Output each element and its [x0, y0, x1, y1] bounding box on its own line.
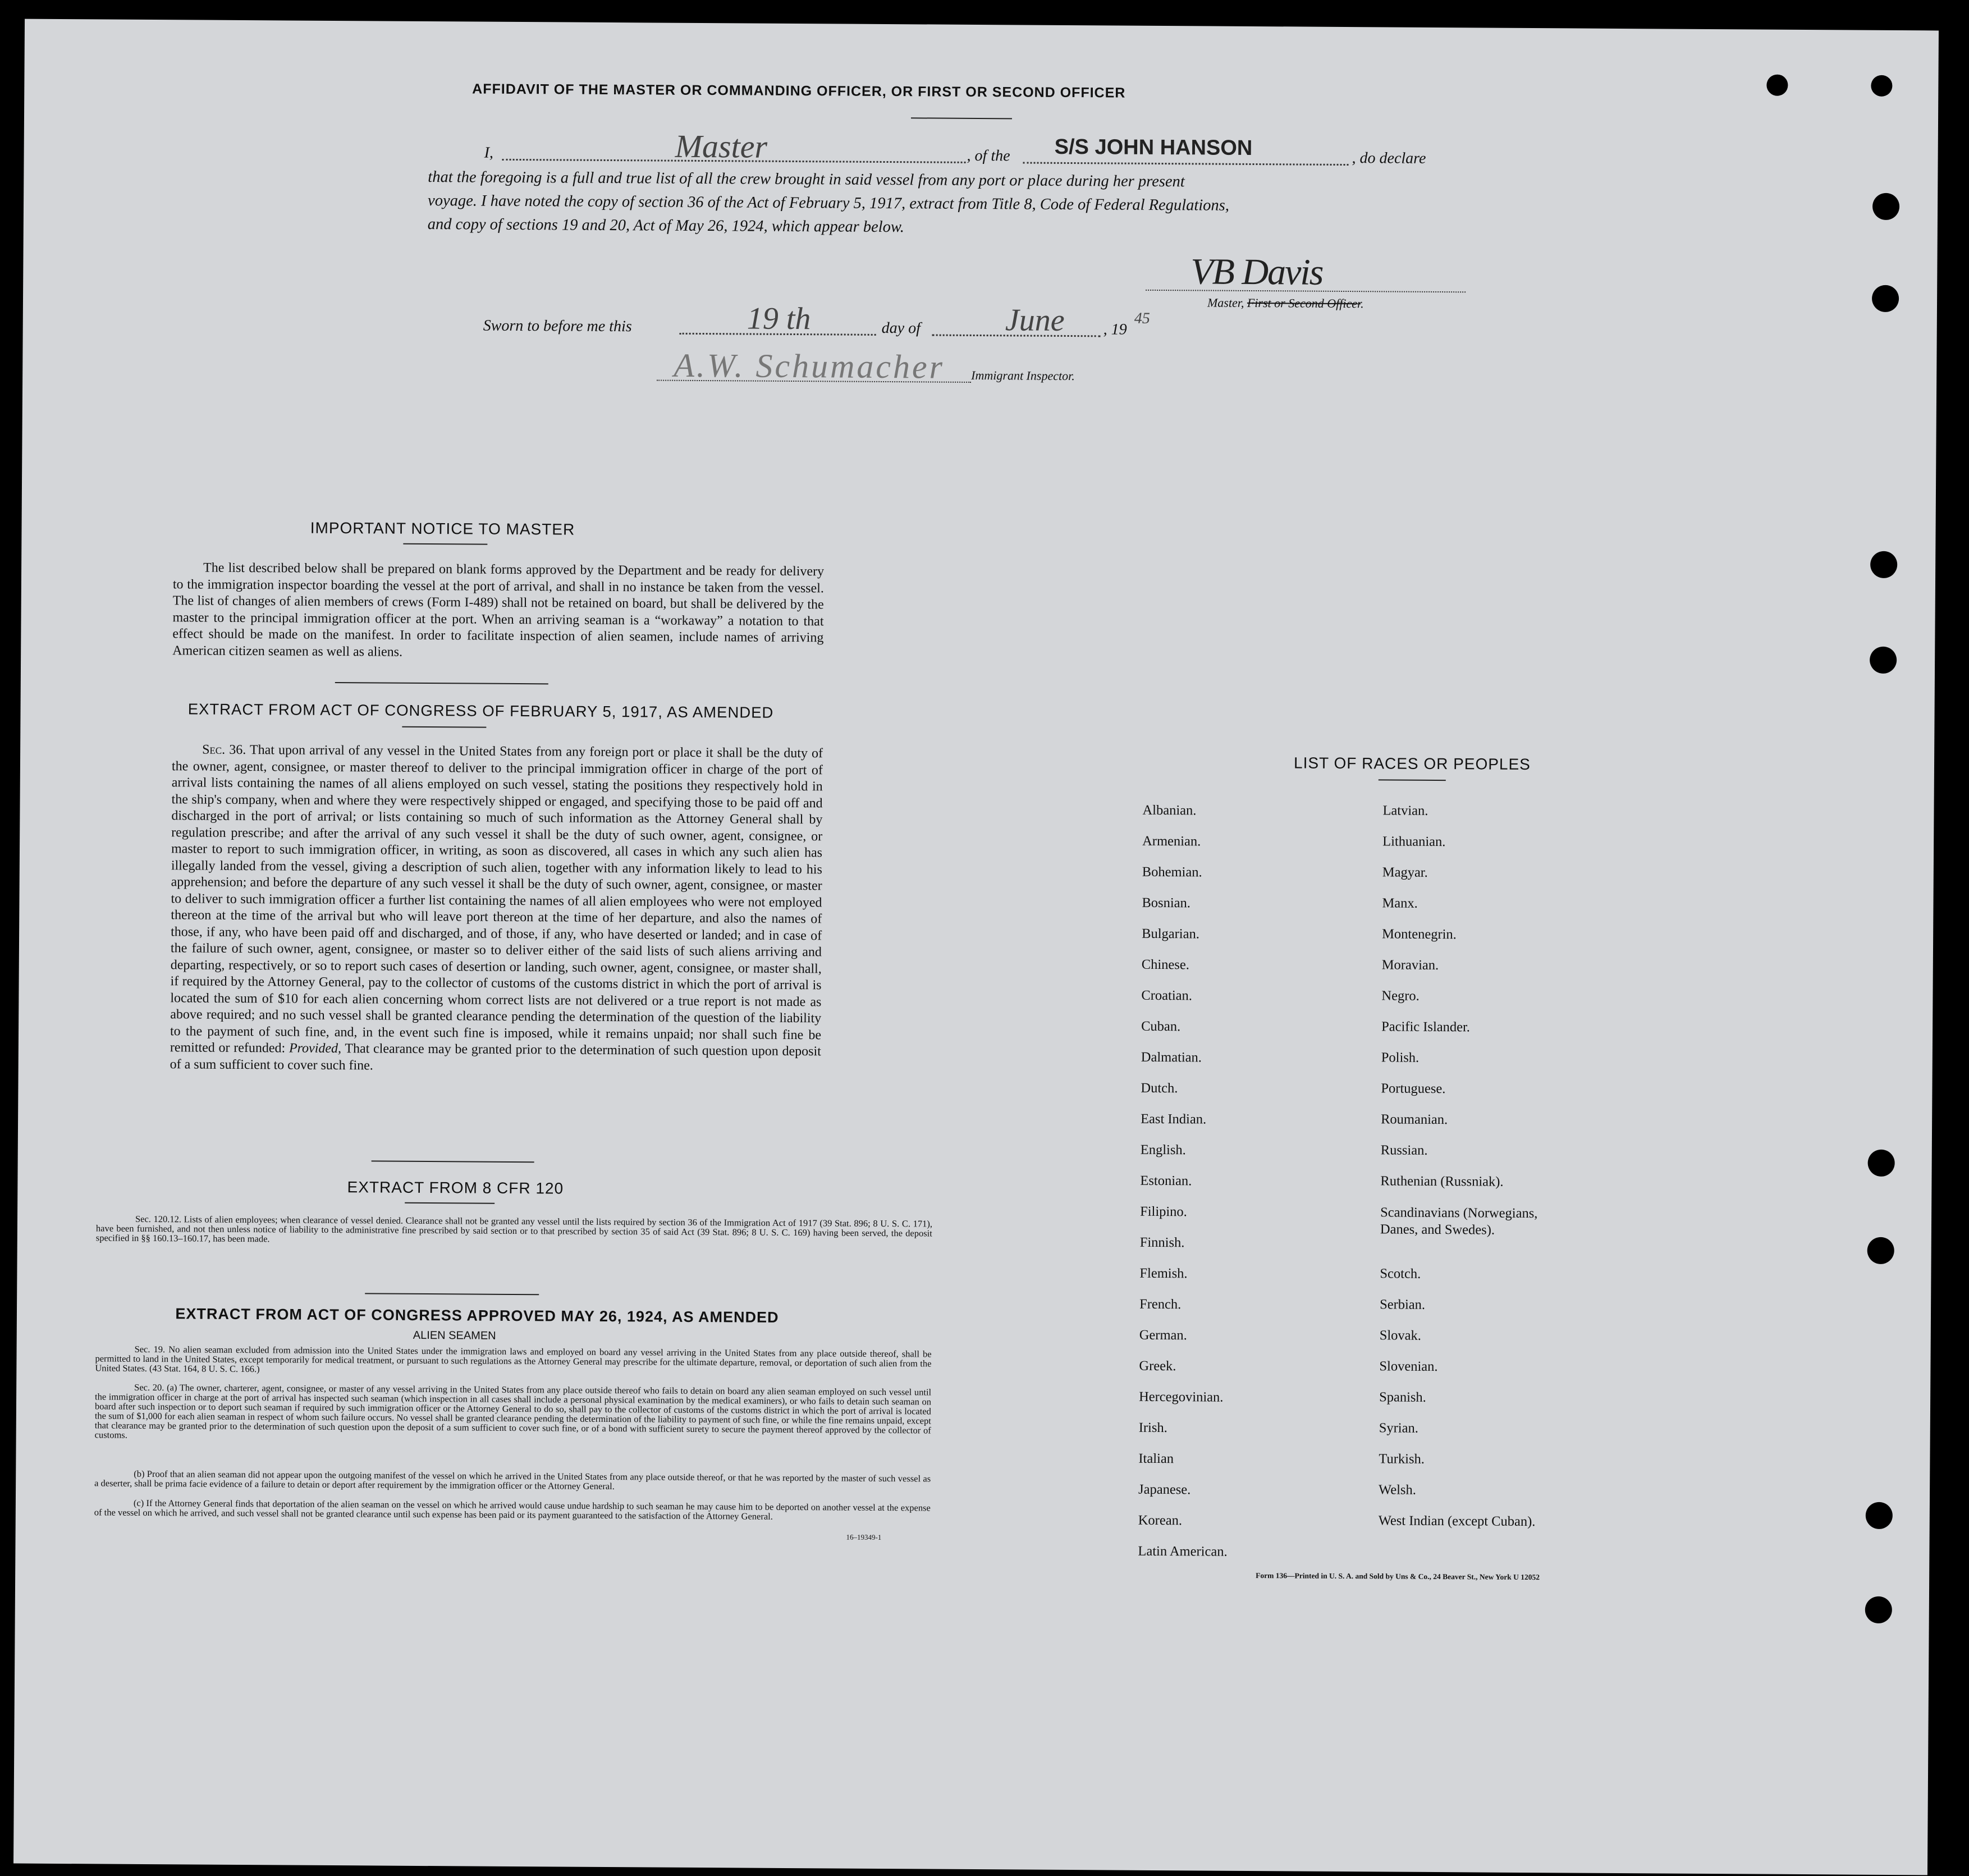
race-item: Russian. — [1380, 1142, 1428, 1158]
race-item: French. — [1139, 1296, 1182, 1312]
race-item: Spanish. — [1379, 1389, 1426, 1405]
race-item: Negro. — [1381, 988, 1419, 1004]
race-item: Welsh. — [1379, 1482, 1416, 1498]
punch-hole — [1866, 1502, 1893, 1529]
caption-end: . — [1361, 296, 1364, 311]
race-item: Estonian. — [1140, 1173, 1192, 1189]
race-item: Bosnian. — [1142, 895, 1191, 911]
race-item: Greek. — [1139, 1358, 1176, 1374]
master-signature: VB Davis — [1190, 251, 1323, 293]
sec20a-text: Sec. 20. (a) The owner, charterer, agent, consignee, or master of any vessel arriving in the United States from any place outside thereof who fails to detain on board any alien seaman employed on such vessel until the immigration officer in charge at the port of arrival has inspected such seaman (which inspection in all cases shall include a personal physical examination by the medical examiners), or who fails to detain such seaman on board after such inspection or to deport such seaman if required by such immigration officer or the Attorney General to do so, shall pay to the collector of customs of the customs district in which the port of arrival is located the sum of $1,000 for each alien seaman in respect of whom such failure occurs. No vessel shall be granted clearance pending the determination of the liability to payment of such fine, or while the fine remains unpaid, except that clearance may be granted prior to the determination of such question upon the deposit of a sum sufficient to cover such fine, or of a bond with sufficient surety to secure the payment thereof approved by the collector of customs. — [94, 1381, 932, 1440]
rank-handwritten: Master — [675, 127, 768, 165]
race-item: German. — [1139, 1327, 1187, 1343]
i-label: I, — [484, 144, 494, 162]
inspector-caption: Immigrant Inspector. — [971, 368, 1075, 383]
race-item: English. — [1140, 1142, 1186, 1158]
caption-master: Master, — [1207, 295, 1244, 310]
race-item: Japanese. — [1138, 1481, 1191, 1498]
race-item: Latin American. — [1138, 1543, 1228, 1559]
punch-hole — [1867, 1237, 1894, 1264]
document-page — [13, 19, 1939, 1875]
race-item: Italian — [1138, 1451, 1174, 1467]
punch-hole — [1871, 75, 1892, 97]
cfr-text: Sec. 120.12. Lists of alien employees; when clearance of vessel denied. Clearance shall not be granted any vessel until the lists required by section 36 of the Immigration Act of 1917 (39 Stat. 896; 8 U. S. C. 171), have been furnished, and not then unless notice of liability to the administrative fine prescribed by said section or to that prescribed by section 35 of said Act (39 Stat. 896; 8 U. S. C. 169) having been served, the deposit specified in §§ 160.13–160.17, has been made. — [95, 1213, 933, 1244]
race-item: East Indian. — [1141, 1111, 1207, 1127]
extract-1924-title: EXTRACT FROM ACT OF CONGRESS APPROVED MAY 26, 1924, AS AMENDED — [175, 1305, 779, 1326]
sec19-text: Sec. 19. No alien seaman excluded from admission into the United States under the immigration laws and employed on board any vessel arriving in the United States from any place outside thereof, shall be permitted to land in the United States, except temporarily for medical treatment, or pursuant to such regulations as the Attorney General may prescribe for the ultimate departure, removal, or deportation of such alien from the United States. (43 Stat. 164, 8 U. S. C. 166.) — [95, 1343, 932, 1375]
inspector-signature: A.W. Schumacher — [674, 346, 945, 386]
race-item: Bulgarian. — [1142, 926, 1199, 942]
of-the-label: , of the — [967, 147, 1010, 165]
notice-text: The list described below shall be prepared on blank forms approved by the Department and be ready for delivery to the immigration inspector boarding the vessel at the port of arrival, and shall in no instance be taken from the vessel. The list of changes of alien members of crews (Form I-489) shall not be retained on board, but shall be delivered by the master to the principal immigration officer at the port. When an arriving seaman is a “workaway” a notation to that effect should be made on the manifest. In order to facilitate inspection of alien seamen, include names of arriving American citizen seamen as well as aliens. — [172, 560, 825, 660]
punch-hole — [1872, 193, 1899, 220]
extract-1917-title: EXTRACT FROM ACT OF CONGRESS OF FEBRUARY 5, 1917, AS AMENDED — [187, 700, 774, 721]
race-item: West Indian (except Cuban). — [1378, 1513, 1536, 1530]
notice-title: IMPORTANT NOTICE TO MASTER — [310, 519, 575, 538]
race-item: Turkish. — [1379, 1451, 1425, 1467]
punch-hole — [1868, 1150, 1895, 1177]
punch-hole — [1872, 285, 1899, 312]
punch-hole — [1870, 551, 1897, 578]
race-item: Latvian. — [1382, 803, 1428, 818]
race-item: Hercegovinian. — [1139, 1389, 1224, 1405]
extract-cfr-title: EXTRACT FROM 8 CFR 120 — [347, 1178, 564, 1197]
race-item: Scandinavians (Norwegians, Danes, and Swedes). — [1380, 1205, 1538, 1238]
race-item: Pacific Islander. — [1381, 1019, 1471, 1035]
provided-text: That clearance may be granted prior to the determination of such question upon deposit of a sum sufficient to cover such fine. — [170, 1041, 821, 1073]
sec36-text: That upon arrival of any vessel in the United States from any foreign port or place it shall be the duty of the owner, agent, consignee, or master thereof to deliver to the principal immigration officer in charge of the port of arrival lists containing the names of all aliens employed on such vessel, stating the positions they respectively hold in the ship's company, when and where they were respectively shipped or engaged, and specifying those to be paid off and discharged in the port of arrival; or lists containing so much of such information as the Attorney General shall by regulation prescribe; and after the arrival of any such vessel it shall be the duty of such owner, agent, consignee, or master to report to such immigration officer, in writing, as soon as discovered, all cases in which any such alien has illegally landed from the vessel, giving a description of such alien, together with any information likely to lead to his apprehension; and before the departure of any such vessel it shall be the duty of such owner, agent, consignee, or master to deliver to such immigration officer a further list containing the names of all alien employees who were not employed thereon at the time of the arrival but who will leave port thereon at the time of her departure, and also the names of those, if any, who have been paid off and discharged, and of those, if any, who have deserted or landed; and in case of the failure of such owner, agent, consignee, or master so to deliver either of the said lists of such aliens arriving and departing, respectively, or so to report such cases of desertion or landing, such owner, agent, consignee, or master shall, if required by the Attorney General, pay to the collector of customs of the customs district in which the port of arrival is located the sum of $10 for each alien concerning whom correct lists are not delivered or a true report is not made as above required; and no such vessel shall be granted clearance pending the determination of the question of the liability to the payment of such fine, and, in the event such fine is imposed, while it remains unpaid; nor shall such fine be remitted or refunded: — [170, 743, 823, 1056]
race-item: Cuban. — [1141, 1018, 1181, 1035]
divider — [1379, 779, 1446, 781]
divider — [405, 1202, 494, 1204]
race-item: Serbian. — [1380, 1297, 1426, 1312]
race-item: Bohemian. — [1142, 864, 1202, 880]
vessel-line — [1023, 162, 1349, 166]
sec36-label: Sec. 36. — [202, 742, 246, 758]
sec20b-text: (b) Proof that an alien seaman did not appear upon the outgoing manifest of the vessel on which he arrived in the United States from any place outside thereof, or that he was reported by the master of such vessel as a deserter, shall be prima facie evidence of a failure to detain or deport after requirement by the immigration officer or the Attorney General. — [94, 1468, 931, 1492]
affidavit-line-1: that the foregoing is a full and true list of all the crew brought in said vessel from any port or place during her present — [428, 168, 1185, 191]
race-item: Finnish. — [1139, 1234, 1185, 1251]
race-item: Irish. — [1138, 1420, 1167, 1436]
do-declare-label: , do declare — [1352, 149, 1426, 167]
day-of-label: day of — [881, 319, 921, 337]
form-note: Form 136—Printed in U. S. A. and Sold by Uns & Co., 24 Beaver St., New York U 12052 — [1256, 1571, 1540, 1582]
provided-label: Provided, — [289, 1041, 342, 1056]
race-item: Lithuanian. — [1382, 834, 1446, 850]
sworn-day: 19 th — [747, 301, 811, 337]
caption-struck: First or Second Officer — [1247, 295, 1361, 311]
year-suffix: 45 — [1134, 309, 1150, 327]
race-item: Filipino. — [1140, 1204, 1187, 1220]
race-item: Polish. — [1381, 1050, 1419, 1065]
affidavit-line-3: and copy of sections 19 and 20, Act of May 26, 1924, which appear below. — [427, 216, 905, 236]
sworn-month: June — [1005, 303, 1065, 338]
race-item: Chinese. — [1141, 957, 1189, 973]
race-item: Croatian. — [1141, 987, 1193, 1004]
races-title: LIST OF RACES OR PEOPLES — [1293, 754, 1531, 774]
race-item: Korean. — [1138, 1512, 1183, 1529]
punch-hole — [1766, 75, 1788, 96]
race-item: Roumanian. — [1381, 1111, 1448, 1128]
races-left-column — [1138, 803, 1232, 1575]
affidavit-line-2: voyage. I have noted the copy of section 36 of the Act of February 5, 1917, extract from Title 8, Code of Federal Regulations, — [428, 192, 1230, 214]
extract-1917-text — [170, 742, 823, 1077]
races-right-column — [1379, 803, 1574, 1545]
race-item: Slovenian. — [1379, 1358, 1438, 1375]
divider — [911, 117, 1012, 119]
punch-hole — [1870, 647, 1897, 674]
year-prefix: , 19 — [1103, 321, 1127, 338]
race-item: Scotch. — [1380, 1266, 1421, 1282]
race-item: Syrian. — [1379, 1420, 1418, 1436]
sworn-label: Sworn to before me this — [483, 317, 632, 336]
affidavit-title: AFFIDAVIT OF THE MASTER OR COMMANDING OFFICER, OR FIRST OR SECOND OFFICER — [472, 81, 1126, 101]
punch-hole — [1865, 1596, 1892, 1623]
divider — [372, 1160, 534, 1163]
sec20c-text: (c) If the Attorney General finds that deportation of the alien seaman on the vessel on which he arrived would cause undue hardship to such seaman he may cause him to be deported on another vessel at the expense of the vessel on which he arrived, and such vessel shall not be granted clearance until such expense has been paid or its payment guaranteed to the satisfaction of the Attorney General. — [94, 1497, 931, 1522]
vessel-name: S/S JOHN HANSON — [1054, 135, 1253, 160]
divider — [402, 726, 486, 728]
divider — [335, 682, 548, 684]
alien-seamen-subtitle: ALIEN SEAMEN — [413, 1329, 496, 1342]
race-item: Magyar. — [1382, 864, 1428, 880]
race-item: Montenegrin. — [1382, 926, 1457, 942]
race-item: Albanian. — [1142, 802, 1197, 818]
race-item: Moravian. — [1381, 957, 1439, 973]
race-item: Portuguese. — [1381, 1081, 1446, 1097]
race-item: Manx. — [1382, 895, 1418, 911]
print-code: 16–19349-1 — [846, 1532, 882, 1541]
race-item: Armenian. — [1142, 833, 1201, 849]
race-item: Dalmatian. — [1141, 1049, 1202, 1065]
race-item: Flemish. — [1139, 1265, 1188, 1282]
signature-caption — [1207, 295, 1364, 311]
divider — [365, 1293, 539, 1295]
divider — [403, 543, 487, 545]
race-item: Dutch. — [1141, 1080, 1178, 1096]
race-item: Slovak. — [1379, 1328, 1422, 1343]
race-item: Ruthenian (Russniak). — [1380, 1173, 1504, 1189]
